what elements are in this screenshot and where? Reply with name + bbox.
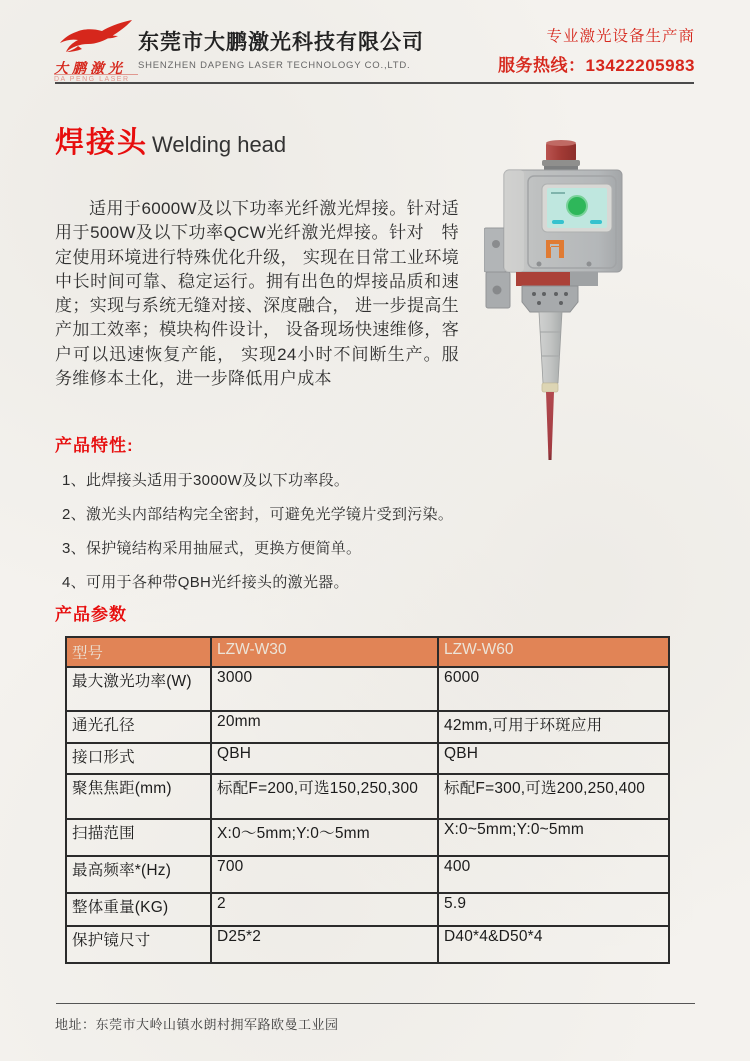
page-title (55, 120, 286, 161)
table-row (66, 711, 669, 743)
spec-value: 3000 (211, 667, 438, 711)
spec-value: 42mm,可用于环斑应用 (438, 711, 669, 743)
spec-value: 5.9 (438, 893, 669, 926)
company-name-block (138, 26, 424, 71)
company-logo (46, 22, 134, 82)
service-hotline: 服务热线：13422205983 (497, 56, 695, 75)
specs-header-w30: LZW-W30 (211, 637, 438, 667)
spec-label: 扫描范围 (66, 819, 211, 856)
spec-value: QBH (438, 743, 669, 774)
eagle-icon (42, 18, 138, 62)
spec-label: 最大激光功率(W) (66, 667, 211, 711)
spec-value: X:0~5mm;Y:0~5mm (438, 819, 669, 856)
table-row (66, 893, 669, 926)
contact-block (498, 24, 695, 76)
spec-value: QBH (211, 743, 438, 774)
table-row (66, 926, 669, 963)
feature-item: 1、此焊接头适用于3000W及以下功率段。 (62, 472, 350, 489)
page-header (46, 16, 695, 82)
company-name-en: SHENZHEN DAPENG LASER TECHNOLOGY CO.,LTD. (138, 60, 411, 71)
table-row (66, 856, 669, 893)
features-section (55, 431, 475, 592)
feature-item: 2、激光头内部结构完全密封，可避免光学镜片受到污染。 (62, 506, 454, 523)
spec-value: D25*2 (211, 926, 438, 963)
specs-header-model: 型号 (66, 637, 211, 667)
specs-header-row (66, 637, 669, 667)
features-heading: 产品特性: (55, 436, 134, 455)
specs-table (65, 636, 670, 964)
footer-divider (56, 1003, 695, 1004)
spec-label: 聚焦焦距(mm) (66, 774, 211, 819)
product-description: 适用于6000W及以下功率光纤激光焊接。针对适用于500W及以下功率QCW光纤激光焊接。针对 特定使用环境进行特殊优化升级， 实现在日常工业环境中长时间可靠、稳定运行。拥有出色的焊接品质和速度；实现与系统无缝对接、深度融合， 进一步提高生产加工效率；模块构件设计， 设备现场快速维修，客户可以迅速恢复产能， 实现24小时不间断生产。服务维修本土化，进一步降低用户成本 (55, 199, 459, 389)
table-row (66, 774, 669, 819)
header-divider (55, 82, 694, 84)
table-row (66, 667, 669, 711)
spec-label: 保护镜尺寸 (66, 926, 211, 963)
spec-label: 最高频率*(Hz) (66, 856, 211, 893)
spec-value: 700 (211, 856, 438, 893)
spec-value: D40*4&D50*4 (438, 926, 669, 963)
spec-value: 400 (438, 856, 669, 893)
feature-item: 4、可用于各种带QBH光纤接头的激光器。 (62, 574, 349, 591)
spec-value: 标配F=200,可选150,250,300 (211, 774, 438, 819)
spec-label: 通光孔径 (66, 711, 211, 743)
brand-name-cn: 大鹏激光 (54, 60, 126, 76)
spec-label: 整体重量(KG) (66, 893, 211, 926)
spec-value: 标配F=300,可选200,250,400 (438, 774, 669, 819)
spec-value: X:0～5mm;Y:0～5mm (211, 819, 438, 856)
tagline: 专业激光设备生产商 (546, 28, 695, 45)
company-address: 地址：东莞市大岭山镇水朗村拥军路欧曼工业园 (55, 1017, 339, 1032)
product-title-cn: 焊接头 (55, 127, 149, 159)
specs-heading: 产品参数 (55, 605, 127, 624)
product-title-en: Welding head (152, 132, 287, 157)
specs-header-w60: LZW-W60 (438, 637, 669, 667)
spec-value: 6000 (438, 667, 669, 711)
table-row (66, 819, 669, 856)
spec-value: 2 (211, 893, 438, 926)
spec-value: 20mm (211, 711, 438, 743)
welding-head-product-image (484, 140, 664, 466)
table-row (66, 743, 669, 774)
feature-item: 3、保护镜结构采用抽屉式，更换方便简单。 (62, 540, 362, 557)
welding-head-illustration (484, 140, 664, 466)
company-name-cn: 东莞市大鹏激光科技有限公司 (138, 31, 424, 54)
spec-label: 接口形式 (66, 743, 211, 774)
brand-name-en: DA PENG LASER (54, 74, 138, 83)
